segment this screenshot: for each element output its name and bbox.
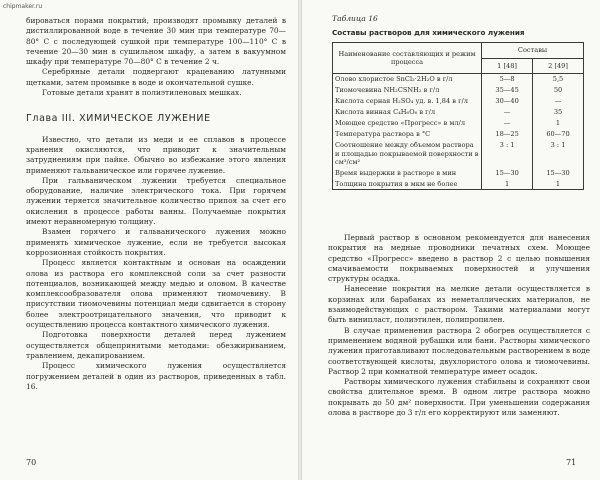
table-col-label: 2 [49]	[533, 58, 584, 74]
paragraph: Процесс является контактным и основан на осаждении олова из раствора его комплексной соли за счет разности потенциалов, возникающей между медью и оловом. В качестве комплексообразователя олова применяют тиомочевину. В присутствии тиомочевины потенциал меди сдвигается в сторону более электроотрицательного значения, что приводит к осуществлению процесса контактного химического лужения.	[26, 258, 286, 330]
page-number: 71	[566, 458, 577, 467]
paragraph: Серебряные детали подвергают крацеванию латунными щетками, затем промывке в воде и окончательной сушке.	[26, 67, 286, 87]
table-cell: 3 : 1	[533, 140, 584, 167]
table-cell: 18—25	[482, 129, 533, 140]
table-label: Таблица 16	[332, 14, 378, 23]
table-header-group: Составы	[482, 43, 584, 59]
table-cell: Температура раствора в °С	[333, 129, 482, 140]
table-cell: 1	[482, 178, 533, 189]
paragraph: Процесс химического лужения осуществляется погружением деталей в один из растворов, приведенных в табл. 16.	[26, 361, 286, 391]
table-row	[333, 118, 584, 129]
table-cell: 1	[533, 178, 584, 189]
table-row	[333, 96, 584, 107]
table-cell: Кислота винная C₄H₆O₆ в г/л	[333, 107, 482, 118]
table-cell: —	[533, 96, 584, 107]
table-cell: 15—30	[482, 167, 533, 178]
table-cell: Тиомочевина NH₂CSNH₂ в г/л	[333, 85, 482, 96]
table-cell: 1	[533, 118, 584, 129]
table-title: Составы растворов для химического лужения	[332, 28, 525, 37]
table-cell: 3 : 1	[482, 140, 533, 167]
paragraph: В случае применения раствора 2 обогрев осуществляется с применением водяной рубашки или бани. Растворы химического лужения приготавливают последовательным растворением в воде соответствующей кислоты, двухлористого олова и тиомочевины. Раствор 2 при комнатной температуре имеет осадок.	[328, 325, 590, 376]
paragraph: Известно, что детали из меди и ее сплавов в процессе хранения окисляются, что приводит к значительным затруднениям при пайке. Обычно во избежание этого явления применяют гальваническое или горячее лужение.	[26, 134, 286, 175]
table-row	[333, 85, 584, 96]
table-row	[333, 140, 584, 167]
table-cell: 60—70	[533, 129, 584, 140]
table-cell: Олово хлористое SnCl₂·2H₂O в г/л	[333, 74, 482, 85]
chapter-heading: Глава III. ХИМИЧЕСКОЕ ЛУЖЕНИЕ	[26, 113, 211, 125]
paragraph: Подготовка поверхности деталей перед лужением осуществляется общепринятыми методами: обезжириванием, травлением, декапированием.	[26, 330, 286, 360]
right-page	[302, 0, 600, 480]
paragraph: Растворы химического лужения стабильны и сохраняют свои свойства длительное время. В одном литре раствора можно покрывать до 50 дм² поверхности. При уменьшении содержания олова в растворе до 3 г/л его корректируют или заменяют.	[328, 377, 590, 418]
table-cell: 50	[533, 85, 584, 96]
table-cell: Моющее средство «Прогресс» в мл/л	[333, 118, 482, 129]
paragraph: Нанесение покрытия на мелкие детали осуществляется в корзинах или барабанах из неметаллических материалов, не взаимодействующих с раствором. Такими материалами могут быть винипласт, полиэтилен, полипропилен.	[328, 284, 590, 325]
table-cell: Соотношение между объемом раствора и площадью покрываемой поверхности в см³/см²	[333, 140, 482, 167]
table-cell: 35	[533, 107, 584, 118]
table-cell: Время выдержки в растворе в мин	[333, 167, 482, 178]
watermark: chipmaker.ru	[3, 3, 43, 10]
table-row	[333, 167, 584, 178]
right-text-column	[328, 233, 590, 418]
paragraph: Готовые детали хранят в полиэтиленовых мешках.	[42, 88, 242, 98]
paragraph: При гальваническом лужении требуется специальное оборудование, наличие электрического тока. При горячем лужении теряется значительное количество припоя за счет его окисления в процессе работы ванны. Получаемые покрытия имеют неравномерную толщину.	[26, 175, 286, 227]
table-row	[333, 107, 584, 118]
table-cell: Толщина покрытия в мкм не более	[333, 178, 482, 189]
table-cell: 35—45	[482, 85, 533, 96]
page-number: 70	[26, 458, 37, 467]
table-header-name: Наименование составляющих и режим процесса	[333, 43, 482, 74]
table-cell: —	[482, 118, 533, 129]
table-cell: 15—30	[533, 167, 584, 178]
paragraph: Первый раствор в основном рекомендуется для нанесения покрытия на медные проводники печатных схем. Моющее средство «Прогресс» введено в раствор 2 с целью повышения смачиваемости покрываемых поверхностей и улучшения структуры осадка.	[328, 233, 590, 284]
solutions-table	[332, 42, 584, 190]
table-row	[333, 74, 584, 85]
table-cell: 5,5	[533, 74, 584, 85]
table-cell: —	[482, 107, 533, 118]
table-col-label: 1 [48]	[482, 58, 533, 74]
table-row	[333, 178, 584, 189]
left-text-column	[26, 16, 286, 392]
table-row	[333, 129, 584, 140]
left-page	[0, 0, 298, 480]
paragraph: бироваться порами покрытий, производят промывку деталей в дистиллированной воде в течение 30 мин при температуре 70—80° С с последующей сушкой при температуре 100—110° С в течение 20—30 мин в сушильном шкафу, а затем в вакуумном шкафу при температуре 70—80° С в течение 2 ч.	[26, 16, 286, 67]
table-cell: 5—8	[482, 74, 533, 85]
paragraph: Взамен горячего и гальванического лужения можно применять химическое лужение, если не требуется высокая коррозионная стойкость покрытия.	[26, 227, 286, 257]
table-cell: Кислота серная H₂SO₄ уд. в. 1,84 в г/л	[333, 96, 482, 107]
table-cell: 30—40	[482, 96, 533, 107]
